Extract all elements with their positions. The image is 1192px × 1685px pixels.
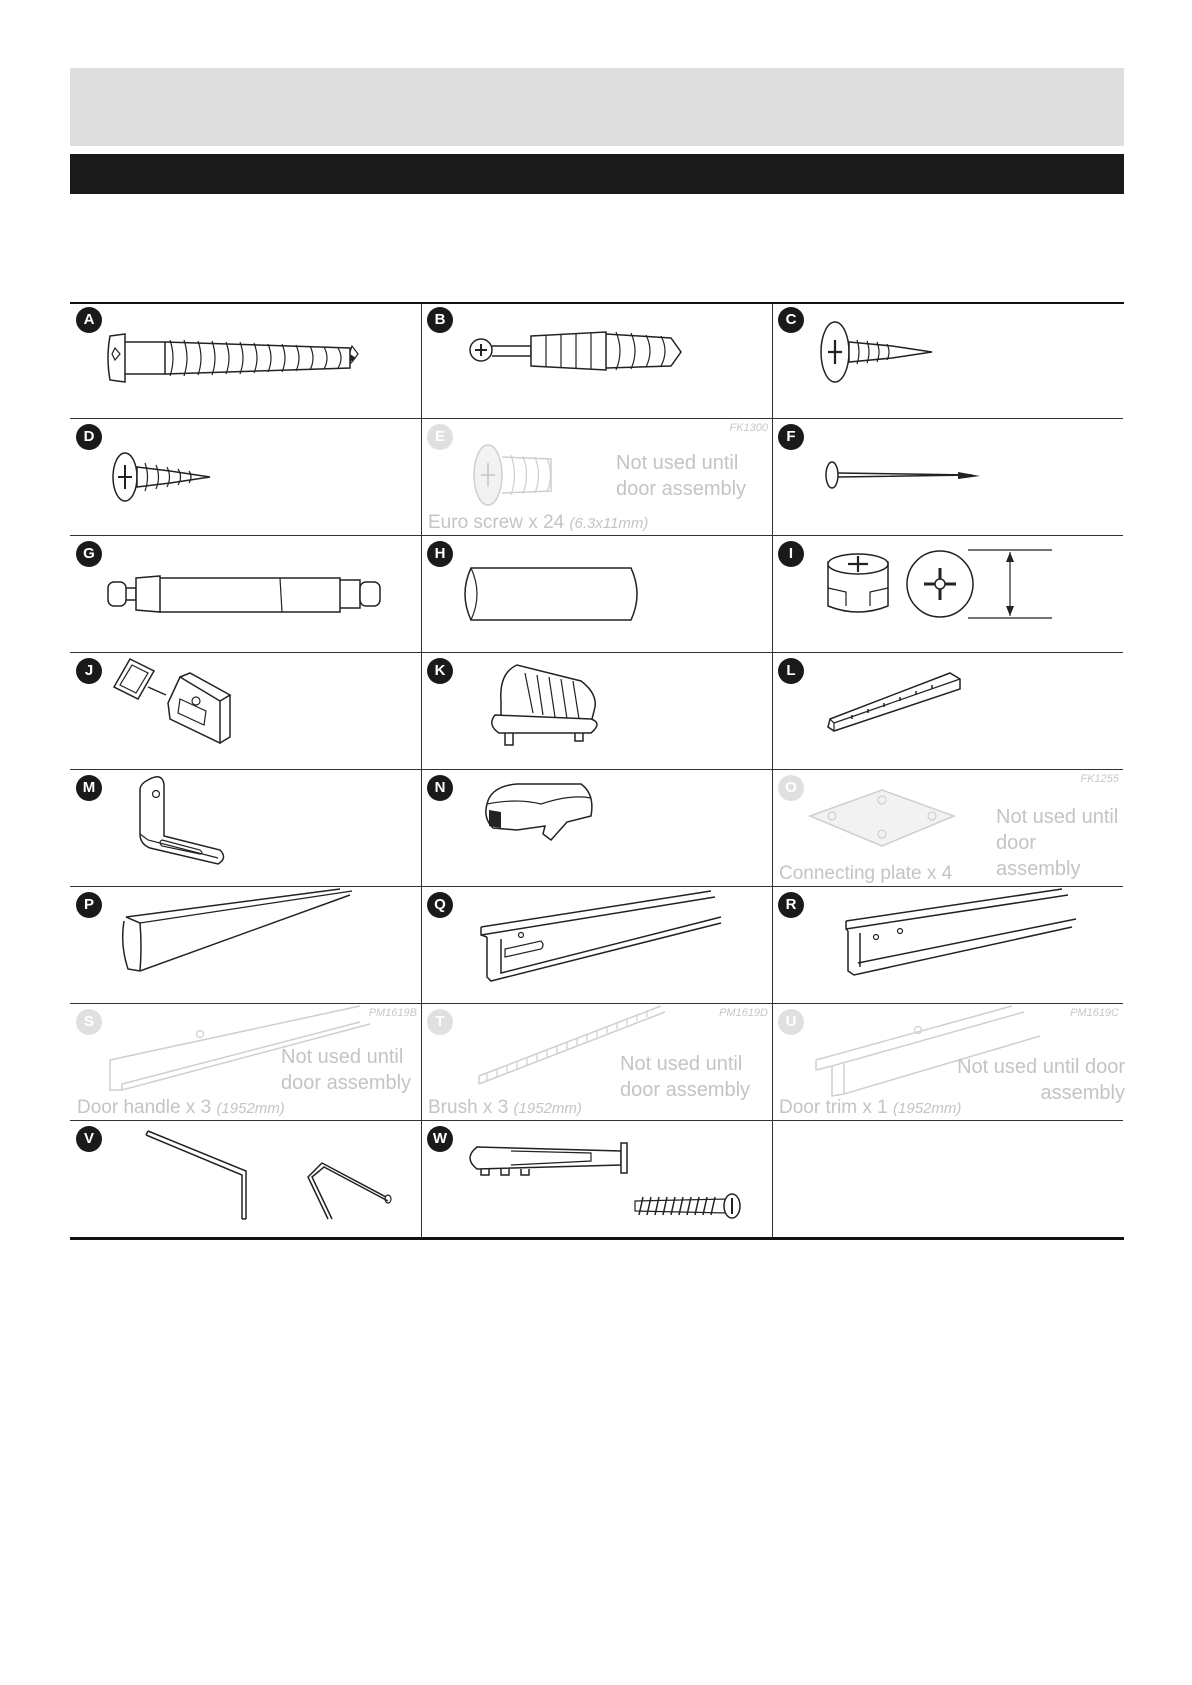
nail-icon: [772, 419, 1123, 536]
wall-plug-and-screw-icon: [421, 1121, 772, 1238]
part-cell-a: [70, 302, 421, 419]
part-cell-k: [421, 653, 772, 770]
part-cell-q: [421, 887, 772, 1004]
wafer-screw-icon: [772, 302, 1123, 419]
part-caption: Door handle x 3 (1952mm): [77, 1097, 285, 1118]
part-badge: G: [76, 541, 102, 567]
cam-dowel-icon: [421, 302, 772, 419]
part-cell-p: [70, 887, 421, 1004]
part-cell-r: [772, 887, 1123, 1004]
part-cell-d: [70, 419, 421, 536]
wedge-shim-icon: [772, 653, 1123, 770]
part-cell-j: [70, 653, 421, 770]
not-used-note: Not used until door assembly: [620, 1053, 751, 1101]
part-caption: Euro screw x 24 (6.3x11mm): [428, 512, 649, 533]
part-badge: K: [427, 658, 453, 684]
part-cell-w: [421, 1121, 772, 1238]
part-badge: F: [778, 424, 804, 450]
clip-icon: [421, 770, 772, 887]
part-badge: O: [778, 775, 804, 801]
header-black-band: [70, 154, 1124, 194]
part-caption: Brush x 3 (1952mm): [428, 1097, 582, 1118]
part-cell-m: [70, 770, 421, 887]
part-badge: U: [778, 1009, 804, 1035]
part-badge: L: [778, 658, 804, 684]
part-badge: T: [427, 1009, 453, 1035]
countersunk-screw-icon: [70, 419, 421, 536]
part-badge: P: [76, 892, 102, 918]
not-used-note: Not used until door assembly: [281, 1046, 412, 1094]
allen-keys-icon: [70, 1121, 421, 1238]
part-cell-b: [421, 302, 772, 419]
part-cell-g: [70, 536, 421, 653]
part-badge: I: [778, 541, 804, 567]
part-code: FK1300: [729, 422, 768, 434]
cam-lock-icon: [772, 536, 1123, 653]
part-badge: W: [427, 1126, 453, 1152]
part-badge: M: [76, 775, 102, 801]
empty-cell: [772, 1121, 1123, 1238]
part-code: PM1619B: [368, 1007, 417, 1019]
part-code: PM1619D: [719, 1007, 768, 1019]
long-screw-icon: [70, 302, 421, 419]
not-used-note: Not used until door assembly: [957, 1056, 1125, 1104]
part-badge: V: [76, 1126, 102, 1152]
part-cell-v: [70, 1121, 421, 1238]
hanging-rail-icon: [70, 887, 421, 1004]
part-cell-n: [421, 770, 772, 887]
bottom-track-icon: [772, 887, 1123, 1004]
part-caption: Connecting plate x 4: [779, 863, 953, 884]
top-track-icon: [421, 887, 772, 1004]
part-cell-h: [421, 536, 772, 653]
corner-block-icon: [70, 653, 421, 770]
part-cell-i: [772, 536, 1123, 653]
part-cell-f: [772, 419, 1123, 536]
shelf-support-icon: [421, 653, 772, 770]
not-used-note: Not used until door assembly: [616, 452, 747, 500]
part-cell-t: [421, 1004, 772, 1121]
l-bracket-icon: [70, 770, 421, 887]
part-badge: A: [76, 307, 102, 333]
part-badge: B: [427, 307, 453, 333]
cam-bolt-icon: [70, 536, 421, 653]
part-cell-c: [772, 302, 1123, 419]
part-cell-l: [772, 653, 1123, 770]
part-badge: J: [76, 658, 102, 684]
header-grey-band: [70, 68, 1124, 146]
not-used-note: Not used until door assembly: [996, 806, 1119, 880]
part-caption: Door trim x 1 (1952mm): [779, 1097, 962, 1118]
part-badge: N: [427, 775, 453, 801]
part-code: PM1619C: [1070, 1007, 1119, 1019]
part-cell-e: [421, 419, 772, 536]
grid-bottom-rule: [70, 1237, 1124, 1240]
part-code: FK1255: [1080, 773, 1119, 785]
part-badge: S: [76, 1009, 102, 1035]
wooden-dowel-icon: [421, 536, 772, 653]
part-cell-s: [70, 1004, 421, 1121]
part-cell-u: [772, 1004, 1123, 1121]
part-badge: C: [778, 307, 804, 333]
part-badge: E: [427, 424, 453, 450]
part-badge: R: [778, 892, 804, 918]
part-badge: H: [427, 541, 453, 567]
part-cell-o: [772, 770, 1123, 887]
part-badge: Q: [427, 892, 453, 918]
part-badge: D: [76, 424, 102, 450]
